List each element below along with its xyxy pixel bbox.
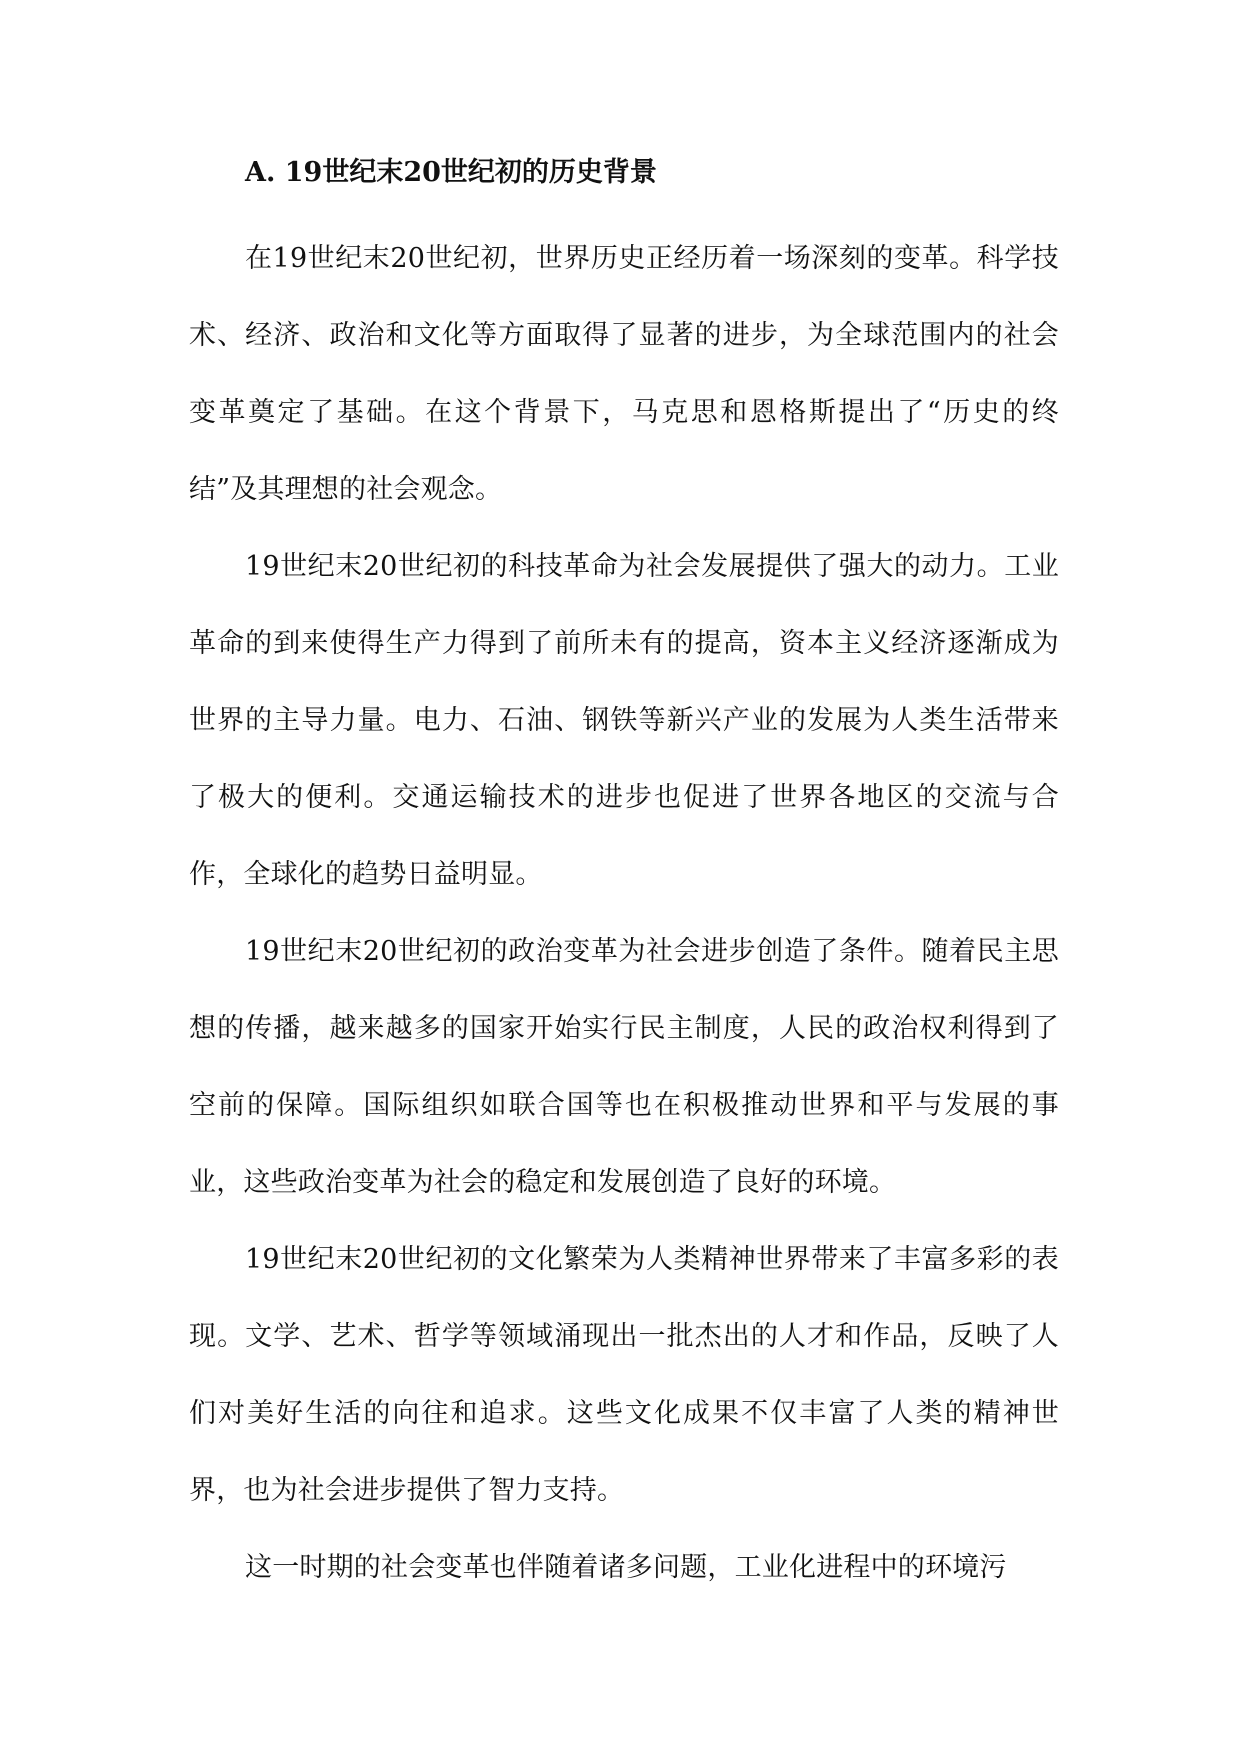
paragraph: 在19世纪末20世纪初，世界历史正经历着一场深刻的变革。科学技术、经济、政治和文化等方面取得了显著的进步，为全球范围内的社会变革奠定了基础。在这个背景下，马克思和恩格斯提出了“历史的终结”及其理想的社会观念。 bbox=[189, 243, 1059, 505]
paragraph: 这一时期的社会变革也伴随着诸多问题，工业化进程中的环境污 bbox=[245, 1552, 1007, 1583]
paragraph: 19世纪末20世纪初的文化繁荣为人类精神世界带来了丰富多彩的表现。文学、艺术、哲学等领域涌现出一批杰出的人才和作品，反映了人们对美好生活的向往和追求。这些文化成果不仅丰富了人类的精神世界，也为社会进步提供了智力支持。 bbox=[189, 1244, 1059, 1506]
document-body bbox=[189, 148, 1059, 1606]
paragraph: 19世纪末20世纪初的政治变革为社会进步创造了条件。随着民主思想的传播，越来越多的国家开始实行民主制度，人民的政治权利得到了空前的保障。国际组织如联合国等也在积极推动世界和平与发展的事业，这些政治变革为社会的稳定和发展创造了良好的环境。 bbox=[189, 936, 1059, 1198]
paragraph: 19世纪末20世纪初的科技革命为社会发展提供了强大的动力。工业革命的到来使得生产力得到了前所未有的提高，资本主义经济逐渐成为世界的主导力量。电力、石油、钢铁等新兴产业的发展为人类生活带来了极大的便利。交通运输技术的进步也促进了世界各地区的交流与合作，全球化的趋势日益明显。 bbox=[189, 551, 1059, 890]
section-heading: A. 19世纪末20世纪初的历史背景 bbox=[245, 157, 657, 188]
